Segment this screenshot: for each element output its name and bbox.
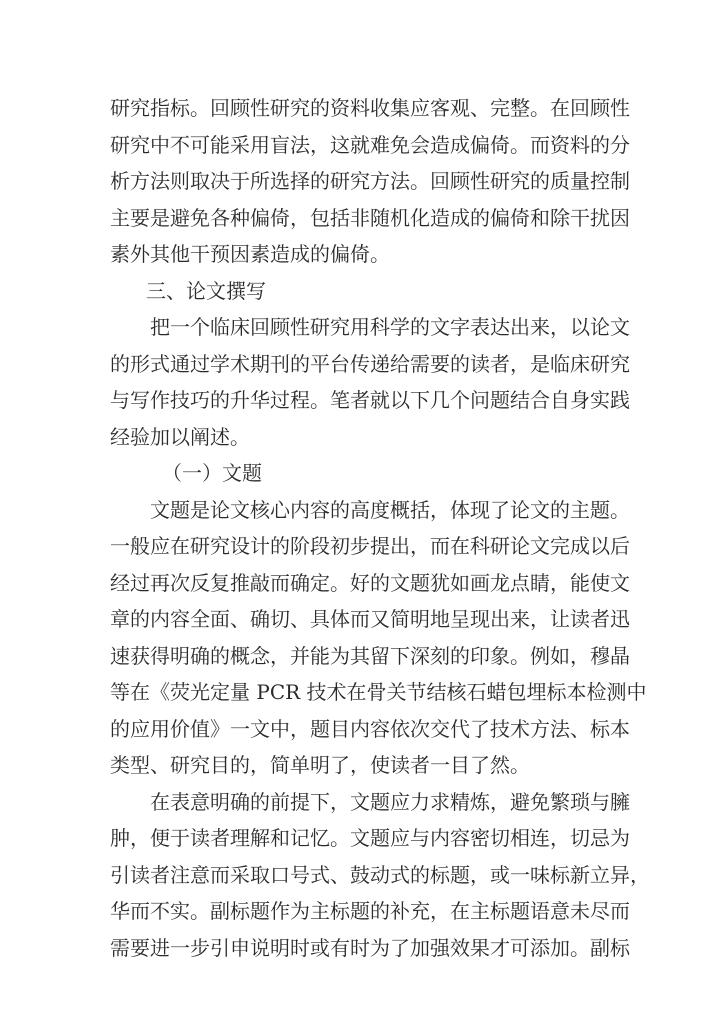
text-line: 素外其他干预因素造成的偏倚。 xyxy=(110,242,390,266)
text-line: 研究中不可能采用盲法，这就难免会造成偏倚。而资料的分 xyxy=(110,132,630,157)
text-line: 类型、研究目的，简单明了，使读者一目了然。 xyxy=(110,753,530,777)
text-line: 章的内容全面、确切、具体而又简明地呈现出来，让读者迅 xyxy=(110,607,630,631)
text-line: 把一个临床回顾性研究用科学的文字表达出来，以论文 xyxy=(150,315,630,339)
text-line: 等在《荧光定量 PCR 技术在骨关节结核石蜡包埋标本检测中 xyxy=(110,680,647,704)
text-line: 经验加以阐述。 xyxy=(110,424,250,449)
text-line: 的形式通过学术期刊的平台传递给需要的读者，是临床研究 xyxy=(110,351,630,376)
subsection-heading: （一）文题 xyxy=(162,461,262,485)
text-line: 主要是避免各种偏倚，包括非随机化造成的偏倚和除干扰因 xyxy=(110,205,630,230)
text-line: 的应用价值》一文中，题目内容依次交代了技术方法、标本 xyxy=(110,716,630,741)
text-line: 析方法则取决于所选择的研究方法。回顾性研究的质量控制 xyxy=(110,169,630,193)
body-text xyxy=(110,90,650,966)
text-line: 经过再次反复推敲而确定。好的文题犹如画龙点睛，能使文 xyxy=(110,570,630,595)
text-line: 一般应在研究设计的阶段初步提出，而在科研论文完成以后 xyxy=(110,534,630,558)
text-line: 研究指标。回顾性研究的资料收集应客观、完整。在回顾性 xyxy=(110,96,630,120)
text-line: 需要进一步引申说明时或有时为了加强效果才可添加。副标 xyxy=(110,935,630,960)
text-line: 与写作技巧的升华过程。笔者就以下几个问题结合自身实践 xyxy=(110,388,630,412)
text-line: 速获得明确的概念，并能为其留下深刻的印象。例如，穆晶 xyxy=(110,643,630,668)
text-line: 肿，便于读者理解和记忆。文题应与内容密切相连，切忌为 xyxy=(110,826,630,850)
section-heading: 三、论文撰写 xyxy=(146,278,266,303)
text-line: 引读者注意而采取口号式、鼓动式的标题，或一味标新立异， xyxy=(110,862,650,887)
text-line: 华而不实。副标题作为主标题的补充，在主标题语意未尽而 xyxy=(110,899,630,923)
text-line: 文题是论文核心内容的高度概括，体现了论文的主题。 xyxy=(150,497,630,522)
text-line: 在表意明确的前提下，文题应力求精炼，避免繁琐与臃 xyxy=(150,789,630,814)
